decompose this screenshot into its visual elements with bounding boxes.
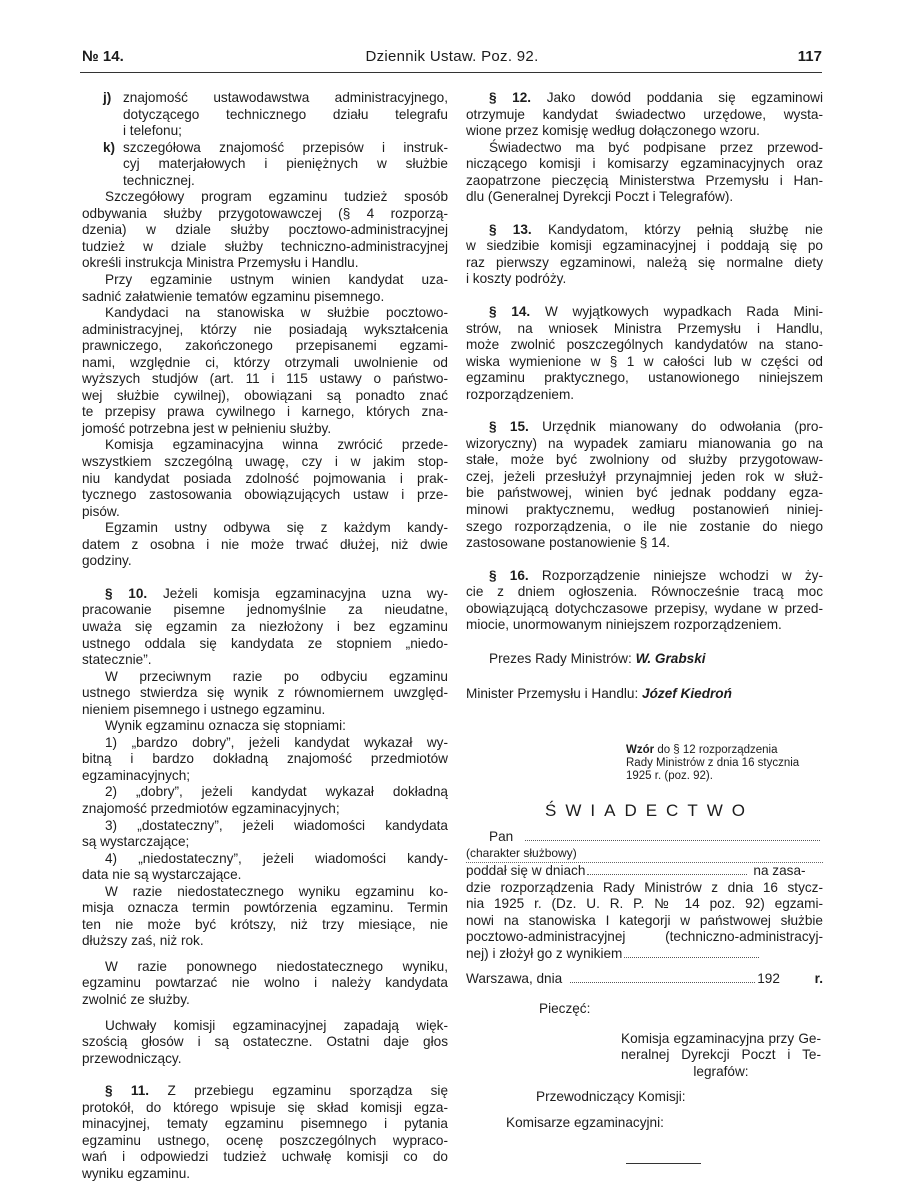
text-line — [103, 139, 448, 157]
line-text: W razie ponownego niedostatecznego wyniku, — [105, 958, 448, 974]
line-text: odbywania służby przygotowawczej (§ 4 rozporzą- — [82, 205, 448, 221]
section-10 — [82, 586, 448, 669]
text-line — [82, 1149, 448, 1166]
dates-row — [466, 863, 823, 880]
line-text: W razie niedostatecznego wyniku egzaminu ko- — [105, 883, 448, 899]
text-line — [466, 535, 823, 552]
text-line — [82, 1051, 448, 1068]
section-k — [82, 140, 448, 190]
header-rule — [80, 72, 822, 73]
paragraph — [466, 140, 823, 206]
section-13 — [466, 222, 823, 288]
line-text: wszystkiem szczególną uwagę, czy i w jakim stop- — [82, 454, 448, 470]
line-text: bie państwowej, winien być jednak poddany egza- — [466, 485, 823, 501]
line-text: technicznej. — [123, 172, 195, 188]
section-14 — [466, 304, 823, 403]
text-line — [82, 553, 448, 570]
line-text: określi instrukcja Ministra Przemysłu i Handlu. — [82, 255, 359, 271]
text-line — [123, 123, 448, 140]
line-text: godziny. — [82, 553, 132, 569]
line-text: Komisja egzaminacyjna winna zwrócić przede- — [105, 437, 448, 453]
text-line — [82, 504, 448, 521]
line-text: Egzamin ustny odbywa się z każdym kandy- — [105, 520, 448, 536]
paragraph — [82, 718, 448, 735]
line-text: i telefonu; — [123, 123, 182, 139]
text-line — [82, 669, 448, 686]
template-note-bold: Wzór — [626, 743, 655, 756]
text-line — [466, 173, 823, 190]
line-text: statecznie”. — [82, 652, 152, 668]
certificate-text-line: pocztowo-administracyjnej (techniczno-administracyj- — [466, 929, 823, 945]
line-text: Uchwały komisji egzaminacyjnej zapadają więk- — [105, 1017, 448, 1033]
text-line — [82, 487, 448, 504]
place-date-label: Warszawa, dnia — [466, 971, 563, 987]
section-11 — [82, 1083, 448, 1182]
text-line — [82, 992, 448, 1009]
commissioners-label: Komisarze egzaminacyjni: — [506, 1114, 664, 1130]
dates-label: poddał się w dniach — [466, 862, 586, 878]
commission-line: legrafów: — [693, 1063, 749, 1079]
text-line — [82, 239, 448, 256]
line-text: wione przez komisję według dołączonego wzoru. — [466, 123, 760, 139]
line-text: 4) „niedostateczny”, jeżeli wiadomości kandy- — [105, 850, 448, 866]
line-text: nami, względnie ci, którzy otrzymali uwolnienie od — [82, 354, 448, 370]
text-line — [82, 355, 448, 372]
line-text: szością głosów i są ostateczne. Ostatni daje głos — [82, 1034, 448, 1050]
text-line — [466, 436, 823, 453]
line-text: przewodniczący. — [82, 1050, 182, 1066]
text-line — [82, 1018, 448, 1035]
text-line — [123, 156, 448, 173]
line-text: wiska wymienione w § 1 w całości lub w części od — [466, 353, 823, 369]
text-line — [82, 751, 448, 768]
line-text: Świadectwo ma być podpisane przez przewod- — [489, 139, 823, 155]
position-caption: (charakter służbowy) — [466, 846, 577, 861]
line-text: Kandydatom, którzy pełnią służbę nie — [547, 221, 823, 237]
paragraph — [82, 784, 448, 817]
text-line — [466, 238, 823, 255]
paragraph — [82, 884, 448, 950]
text-line — [123, 173, 448, 190]
text-line — [123, 107, 448, 124]
text-line — [466, 156, 823, 173]
text-line — [82, 1034, 448, 1051]
text-line — [82, 1100, 448, 1117]
text-line — [466, 617, 823, 634]
line-text: wyniku egzaminu. — [82, 1165, 191, 1181]
date-field[interactable] — [570, 972, 755, 983]
text-line — [466, 354, 823, 371]
text-line — [82, 718, 448, 735]
line-text: wań i odpowiedzi tudzież uchwałę komisji co do — [82, 1149, 448, 1165]
section-label: § 14. — [489, 304, 531, 320]
paragraph — [82, 851, 448, 884]
certificate-title: ŚWIADECTWO — [545, 800, 754, 820]
result-field[interactable] — [624, 947, 759, 958]
text-line — [82, 272, 448, 289]
text-line — [82, 801, 448, 818]
text-line — [82, 1133, 448, 1150]
line-text: tudzież w dziale służby techniczno-administracyjnej — [82, 238, 448, 254]
journal-title: Dziennik Ustaw. Poz. 92. — [365, 48, 539, 65]
line-text: i koszty podróży. — [466, 271, 567, 287]
certificate-text-line: nowi na stanowiska I kategorji w państwowej służbie — [466, 912, 823, 928]
text-line — [82, 255, 448, 272]
text-line — [466, 568, 823, 585]
text-line — [466, 601, 823, 618]
section-label: § 15. — [489, 419, 529, 435]
chairman-label: Przewodniczący Komisji: — [536, 1088, 686, 1104]
text-line — [103, 90, 448, 107]
text-line — [466, 469, 823, 486]
certificate-form — [466, 829, 823, 1164]
commission-line: neralnej Dyrekcji Poczt i Te- — [621, 1047, 821, 1063]
line-text: obowiązującą dotychczasowe przepisy, wydane w przed- — [466, 600, 823, 616]
line-text: cyj materjałowych i pieniężnych w służbie — [123, 156, 448, 172]
paragraph — [82, 189, 448, 272]
line-text: Wynik egzaminu oznacza się stopniami: — [105, 718, 346, 734]
text-line — [82, 959, 448, 976]
text-line — [82, 471, 448, 488]
text-line — [82, 537, 448, 554]
text-line — [82, 289, 448, 306]
text-line — [82, 322, 448, 339]
signature-name: Józef Kiedroń — [642, 685, 732, 701]
line-text: szczegółowa znajomość przepisów i instruk- — [123, 139, 448, 155]
line-text: wyższych studjów (art. 11 i 115 ustawy o państwo- — [82, 371, 448, 387]
signature-minister — [466, 685, 823, 702]
text-line — [82, 206, 448, 223]
line-text: ustnego oddala się kandydata ze stopniem „niedo- — [82, 635, 448, 651]
end-rule — [626, 1163, 701, 1164]
section-label: j) — [103, 90, 112, 105]
text-line — [82, 586, 448, 603]
text-line — [82, 421, 448, 438]
text-line — [82, 917, 448, 934]
line-text: zwolnić ze służby. — [82, 991, 190, 1007]
text-line — [82, 1083, 448, 1100]
line-text: W wyjątkowych wypadkach Rada Mini- — [544, 304, 824, 320]
line-text: protokół, do którego wpisuje się skład komisji egza- — [82, 1099, 448, 1115]
text-line — [466, 485, 823, 502]
year-suffix: r. — [814, 971, 823, 987]
paragraph — [82, 437, 448, 520]
section-label: § 11. — [105, 1083, 150, 1099]
line-text: Rozporządzenie niniejsze wchodzi w ży- — [541, 567, 824, 583]
line-text: raz pierwszy egzaminowi, należą się normalne diety — [466, 254, 823, 270]
section-12 — [466, 90, 823, 140]
text-line — [82, 437, 448, 454]
text-line — [466, 387, 823, 404]
paragraph — [82, 272, 448, 305]
text-line — [82, 768, 448, 785]
line-text: niu kandydat posiada zdolność pojmowania i prak- — [82, 470, 448, 486]
section-16 — [466, 568, 823, 634]
line-text: egzaminu ustnego, ocenę poszczególnych wypraco- — [82, 1132, 448, 1148]
line-text: te przepisy prawa cywilnego i karnego, których zna- — [82, 404, 448, 420]
section-label: k) — [103, 139, 116, 155]
text-line — [82, 371, 448, 388]
text-line — [82, 636, 448, 653]
line-text: są wystarczające; — [82, 834, 190, 850]
text-line — [466, 502, 823, 519]
text-line — [82, 454, 448, 471]
line-text: misja oznacza termin powtórzenia egzaminu. Termin — [82, 900, 448, 916]
text-line — [82, 338, 448, 355]
line-text: Szczegółowy program egzaminu tudzież sposób — [105, 189, 448, 205]
text-line — [82, 1116, 448, 1133]
certificate-text-line: dzie rozporządzenia Rady Ministrów z dnia 16 stycz- — [466, 879, 823, 895]
line-text: data nie są wystarczające. — [82, 867, 242, 883]
line-text: datem z osobna i nie może trwać dłużej, niż dwie — [82, 536, 448, 552]
text-line — [466, 519, 823, 536]
text-line — [466, 255, 823, 272]
certificate-text-line: nia 1925 r. (Dz. U. R. P. № 14 poz. 92) egzami- — [466, 896, 823, 912]
right-paragraphs — [466, 90, 823, 634]
line-text: szego rozporządzenia, o ile nie zostanie do niego — [466, 518, 823, 534]
left-column — [82, 90, 448, 1182]
text-line — [82, 784, 448, 801]
paragraph — [82, 735, 448, 785]
text-line — [82, 975, 448, 992]
section-label: § 10. — [105, 585, 148, 601]
template-note — [466, 744, 823, 783]
line-text: może zwolnić poszczególnych kandydatów na stano- — [466, 337, 823, 353]
line-text: rozporządzeniem. — [466, 386, 575, 402]
signature-label: Minister Przemysłu i Handlu: — [466, 685, 639, 701]
text-line — [82, 652, 448, 669]
line-text: niczącego komisji i komisarzy egzaminacyjnych oraz — [466, 156, 823, 172]
template-note-line: 1925 r. (poz. 92). — [626, 769, 713, 782]
text-line — [466, 584, 823, 601]
line-text: zaopatrzone pieczęcią Ministerstwa Przemysłu i Han- — [466, 172, 823, 188]
text-line — [82, 884, 448, 901]
line-text: sadnić załatwienie tematów egzaminu pisemnego. — [82, 288, 385, 304]
right-column — [466, 90, 823, 1164]
text-line — [466, 370, 823, 387]
name-field-row — [466, 829, 823, 846]
line-text: prawniczego, zakończonego przepisanemi egzami- — [82, 338, 448, 354]
issue-number: № 14. — [82, 48, 124, 65]
template-note-line: Rady Ministrów z dnia 16 stycznia — [626, 756, 800, 769]
commission-block — [621, 1031, 821, 1080]
text-line — [82, 222, 448, 239]
line-text: tycznego zastosowania obowiązujących ustaw i prze- — [82, 487, 448, 503]
line-text: administracyjnej, którzy nie posiadają wykształcenia — [82, 321, 448, 337]
commission-line: Komisja egzaminacyjna przy Ge- — [621, 1030, 821, 1046]
line-text: wej służbie cywilnej), obowiązani są ponadto znać — [82, 387, 448, 403]
section-label: § 12. — [489, 90, 532, 105]
line-text: egzaminacyjnych; — [82, 767, 191, 783]
line-text: 2) „dobry”, jeżeli kandydat wykazał dokładną — [105, 784, 448, 800]
line-text: Urzędnik mianowany do odwołania (pro- — [542, 419, 824, 435]
line-text: miocie, unormowanym niniejszem rozporządzeniem. — [466, 617, 782, 633]
place-date-row — [466, 971, 823, 988]
text-line — [82, 818, 448, 835]
paragraph — [82, 959, 448, 1009]
section-15 — [466, 419, 823, 551]
line-text: znajomość przedmiotów egzaminacyjnych; — [82, 800, 340, 816]
text-line — [82, 900, 448, 917]
template-note-line: do § 12 rozporządzenia — [657, 743, 778, 756]
text-line — [82, 851, 448, 868]
text-line — [466, 107, 823, 124]
text-line — [82, 305, 448, 322]
text-line — [466, 271, 823, 288]
line-text: nieniem pisemnego i ustnego egzaminu. — [82, 701, 326, 717]
signature-label: Prezes Rady Ministrów: — [489, 650, 632, 666]
text-line — [466, 304, 823, 321]
line-text: dzenia) w dziale służby pocztowo-administracyjnej — [82, 222, 448, 238]
line-text: egzaminu powtarzać nie wolno i należy kandydata — [82, 975, 448, 991]
text-line — [82, 834, 448, 851]
section-label: § 13. — [489, 221, 532, 237]
line-text: 3) „dostateczny”, jeżeli wiadomości kandydata — [105, 817, 448, 833]
line-text: zastosowane postanowienie § 14. — [466, 535, 671, 551]
line-text: strów, na wniosek Ministra Przemysłu i Handlu, — [466, 320, 823, 336]
line-text: ustnego stwierdza się wynik z równomiernem uwzględ- — [82, 685, 448, 701]
seal-label: Pieczęć: — [539, 1000, 591, 1016]
text-line — [466, 452, 823, 469]
paragraph — [82, 669, 448, 719]
result-label: nej) i złożył go z wynikiem — [466, 945, 623, 961]
line-text: uważa się egzamin za niezłożony i bez egzaminu — [82, 618, 448, 634]
signature-prime-minister — [466, 650, 823, 667]
line-text: otrzymuje kandydat świadectwo urzędowe, wysta- — [466, 106, 823, 122]
line-text: znajomość ustawodawstwa administracyjnego, — [123, 90, 448, 105]
text-line — [466, 321, 823, 338]
line-text: czej, jeżeli przesłużył przynajmniej jeden rok w służ- — [466, 468, 823, 484]
dates-label-end: na zasa- — [753, 862, 806, 878]
paragraph — [82, 1018, 448, 1068]
line-text: dlu (Generalnej Dyrekcji Poczt i Telegrafów). — [466, 189, 734, 205]
section-label: § 16. — [489, 567, 529, 583]
dates-field[interactable] — [587, 864, 747, 875]
text-line — [466, 419, 823, 436]
line-text: bitną i bardzo dokładną znajomość przedmiotów — [82, 751, 448, 767]
line-text: ten nie może być krótszy, niż trzy miesiące, nie — [82, 916, 448, 932]
line-text: Jeżeli komisja egzaminacyjna uzna wy- — [162, 585, 449, 601]
line-text: w siedzibie komisji egzaminacyjnej i poddają się po — [466, 238, 823, 254]
text-line — [82, 189, 448, 206]
section-j — [82, 90, 448, 140]
name-label: Pan — [489, 828, 514, 844]
page-number: 117 — [797, 48, 822, 65]
result-row — [466, 946, 823, 963]
line-text: 1) „bardzo dobry”, jeżeli kandydat wykazał wy- — [105, 734, 448, 750]
line-text: pracowanie pisemne jednomyślnie za nieudatne, — [82, 602, 448, 618]
paragraph — [82, 818, 448, 851]
name-field[interactable] — [525, 830, 820, 841]
text-line — [466, 222, 823, 239]
text-line — [82, 933, 448, 950]
line-text: dotyczącego technicznego działu telegrafu — [123, 106, 448, 122]
text-line — [82, 619, 448, 636]
line-text: Kandydaci na stanowiska w służbie pocztowo- — [105, 305, 448, 321]
text-line — [466, 337, 823, 354]
line-text: Jako dowód poddania się egzaminowi — [546, 90, 824, 105]
line-text: minowi praktycznemu, według postanowień niniej- — [466, 502, 823, 518]
line-text: stałe, może być zwolniony od służby przygotowaw- — [466, 452, 823, 468]
signature-name: W. Grabski — [635, 650, 706, 666]
line-text: egzaminu praktycznego, ustanowionego niniejszem — [466, 370, 823, 386]
page-header — [82, 48, 822, 68]
line-text: Z przebiegu egzaminu sporządza się — [167, 1083, 449, 1099]
text-line — [82, 404, 448, 421]
text-line — [466, 90, 823, 107]
text-line — [82, 388, 448, 405]
line-text: dłuższy zaś, niż rok. — [82, 933, 204, 949]
line-text: cie z dniem ogłoszenia. Równocześnie tracą moc — [466, 584, 823, 600]
text-line — [82, 867, 448, 884]
line-text: wizoryczny) na wypadek zamiaru mianowania go na — [466, 435, 823, 451]
text-line — [466, 189, 823, 206]
line-text: Przy egzaminie ustnym winien kandydat uza- — [105, 272, 448, 288]
line-text: jomość potrzebna jest w pełnieniu służby. — [82, 420, 332, 436]
text-line — [82, 685, 448, 702]
line-text: minacyjnej, tematy egzaminu pisemnego i pytania — [82, 1116, 448, 1132]
text-line — [82, 1166, 448, 1183]
text-line — [82, 520, 448, 537]
paragraph — [82, 305, 448, 437]
text-line — [82, 602, 448, 619]
text-line — [466, 123, 823, 140]
year-label: 192 — [757, 971, 780, 987]
text-line — [466, 140, 823, 157]
text-line — [82, 702, 448, 719]
line-text: pisów. — [82, 503, 120, 519]
paragraph — [82, 520, 448, 570]
text-line — [82, 735, 448, 752]
line-text: W przeciwnym razie po odbyciu egzaminu — [105, 668, 448, 684]
position-field-row — [466, 845, 823, 863]
